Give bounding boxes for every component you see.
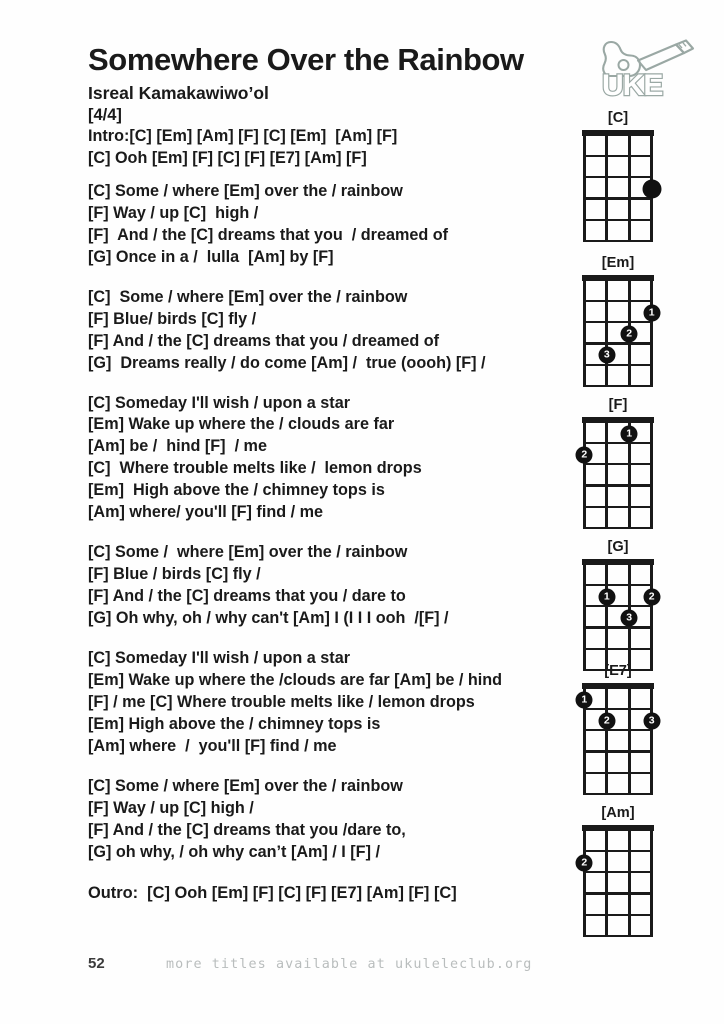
- fret-grid: [583, 136, 653, 242]
- chord-finger-dot: [642, 180, 661, 199]
- fret-line: [583, 342, 653, 344]
- lyric-line: [F] And / the [C] dreams that you / dreamed of: [88, 331, 440, 350]
- string-line: [650, 565, 653, 671]
- lyric-line: [F] And / the [C] dreams that you / dreamed of: [88, 225, 449, 244]
- string-line: [650, 423, 653, 529]
- chord-diagram: [571, 805, 691, 937]
- fret-line: [583, 729, 653, 731]
- fret-line: [583, 584, 653, 586]
- chord-finger-dot: 2: [576, 854, 593, 871]
- fret-line: [583, 463, 653, 465]
- fretboard: [583, 825, 653, 937]
- chord-finger-dot: 3: [621, 610, 638, 627]
- chord-finger-dot: 3: [643, 712, 660, 729]
- intro-line: Intro:[C] [Em] [Am] [F] [C] [Em] [Am] [F]: [88, 127, 398, 145]
- lyric-line: [C] Some / where [Em] over the / rainbow: [88, 543, 408, 562]
- string-line: [605, 831, 608, 937]
- fretboard: [583, 683, 653, 795]
- lyric-line: [G] oh why, / oh why can’t [Am] / I [F] /: [88, 842, 380, 861]
- verse-5: [88, 648, 566, 758]
- page-number: 52: [88, 955, 105, 972]
- lyric-line: [C] Some / where [Em] over the / rainbow: [88, 181, 403, 200]
- chord-diagram: [571, 663, 691, 795]
- string-line: [628, 136, 631, 242]
- chord-finger-dot: 2: [643, 588, 660, 605]
- lyric-line: [F] Blue/ birds [C] fly /: [88, 309, 257, 328]
- lyric-line: [F] Way / up [C] high /: [88, 798, 254, 817]
- chord-label: [C]: [607, 110, 629, 126]
- intro-line: [C] Ooh [Em] [F] [C] [F] [E7] [Am] [F]: [88, 148, 367, 167]
- fret-line: [583, 527, 653, 529]
- fretboard: [583, 417, 653, 529]
- lyric-line: [C] Some / where [Em] over the / rainbow: [88, 776, 403, 795]
- chord-finger-dot: 2: [576, 446, 593, 463]
- string-line: [583, 831, 586, 937]
- fret-line: [583, 750, 653, 752]
- fretboard: [583, 559, 653, 671]
- lyric-line: [G] Once in a / lulla [Am] by [F]: [88, 247, 334, 266]
- fret-line: [583, 484, 653, 486]
- fret-line: [583, 300, 653, 302]
- verse-3: [88, 393, 566, 525]
- chord-label: [Am]: [601, 805, 635, 821]
- fret-line: [583, 155, 653, 157]
- fret-line: [583, 793, 653, 795]
- verse-6: [88, 776, 566, 864]
- fret-grid: [583, 281, 653, 387]
- verse-4: [88, 542, 566, 630]
- chord-diagram: [571, 539, 691, 671]
- string-line: [605, 689, 608, 795]
- string-line: [650, 689, 653, 795]
- lyric-line: [F] / me [C] Where trouble melts like / lemon drops: [88, 692, 475, 711]
- lyric-line: [G] Dreams really / do come [Am] / true (oooh) [F] /: [88, 353, 486, 372]
- chord-label: [Em]: [601, 255, 635, 271]
- uke-logo: [600, 36, 704, 98]
- lyric-line: [C] Where trouble melts like / lemon drops: [88, 459, 422, 478]
- string-line: [583, 423, 586, 529]
- string-line: [605, 423, 608, 529]
- string-line: [605, 281, 608, 387]
- logo-text: UKE: [602, 69, 663, 98]
- lyric-line: [F] And / the [C] dreams that you /dare to,: [88, 820, 406, 839]
- fret-grid: [583, 565, 653, 671]
- lyric-line: [Am] be / hind [F] / me: [88, 437, 267, 456]
- verse-2: [88, 287, 566, 375]
- fret-line: [583, 197, 653, 199]
- chord-finger-dot: 3: [598, 347, 615, 364]
- chord-label: [G]: [607, 539, 629, 555]
- chord-finger-dot: 2: [598, 712, 615, 729]
- string-line: [650, 281, 653, 387]
- fret-line: [583, 935, 653, 937]
- lyric-line: [C] Some / where [Em] over the / rainbow: [88, 287, 408, 306]
- fret-grid: [583, 689, 653, 795]
- chord-finger-dot: 1: [643, 304, 660, 321]
- fret-line: [583, 892, 653, 894]
- lyric-line: [F] Blue / birds [C] fly /: [88, 565, 261, 584]
- verse-1: [88, 181, 566, 269]
- lyric-line: [Em] High above the / chimney tops is: [88, 714, 381, 733]
- lyric-line: [F] And / the [C] dreams that you / dare to: [88, 587, 406, 606]
- string-line: [583, 565, 586, 671]
- chord-finger-dot: 1: [576, 691, 593, 708]
- fret-line: [583, 914, 653, 916]
- chord-finger-dot: 2: [621, 326, 638, 343]
- fret-line: [583, 850, 653, 852]
- fret-line: [583, 176, 653, 178]
- lyric-line: [Em] Wake up where the /clouds are far [Am] be / hind: [88, 671, 503, 690]
- lyric-line: [Am] where/ you'll [F] find / me: [88, 503, 323, 522]
- lyric-line: [Em] Wake up where the / clouds are far: [88, 415, 395, 434]
- chord-label: [F]: [608, 397, 628, 413]
- fret-line: [583, 506, 653, 508]
- fret-line: [583, 626, 653, 628]
- lyric-line: [C] Someday I'll wish / upon a star: [88, 393, 350, 412]
- string-line: [650, 831, 653, 937]
- fret-grid: [583, 423, 653, 529]
- lyric-line: [F] Way / up [C] high /: [88, 203, 259, 222]
- song-title: Somewhere Over the Rainbow: [88, 42, 524, 77]
- page-footer: [88, 955, 588, 972]
- footer-note: more titles available at ukuleleclub.org: [166, 957, 533, 972]
- fret-line: [583, 648, 653, 650]
- artist-name: Isreal Kamakawiwo’ol: [88, 83, 269, 104]
- string-line: [583, 281, 586, 387]
- fret-line: [583, 442, 653, 444]
- chord-diagram: [571, 110, 691, 242]
- outro-line: Outro: [C] Ooh [Em] [F] [C] [F] [E7] [Am] [F] [C]: [88, 883, 457, 902]
- lyric-line: [G] Oh why, oh / why can't [Am] I (I I I ooh /[F] /: [88, 609, 449, 628]
- time-signature: [4/4]: [88, 105, 122, 124]
- chord-finger-dot: 1: [621, 425, 638, 442]
- fret-line: [583, 321, 653, 323]
- fretboard: [583, 275, 653, 387]
- lyric-line: [Em] High above the / chimney tops is: [88, 481, 385, 500]
- fret-line: [583, 240, 653, 242]
- fret-line: [583, 219, 653, 221]
- fret-line: [583, 708, 653, 710]
- fret-grid: [583, 831, 653, 937]
- lyrics-column: [88, 44, 566, 904]
- lyric-line: [Am] where / you'll [F] find / me: [88, 736, 337, 755]
- intro-section: [88, 126, 566, 170]
- string-line: [628, 689, 631, 795]
- chord-diagram: [571, 397, 691, 529]
- fret-line: [583, 772, 653, 774]
- fretboard: [583, 130, 653, 242]
- fret-line: [583, 605, 653, 607]
- string-line: [605, 565, 608, 671]
- fret-line: [583, 364, 653, 366]
- lyric-line: [C] Someday I'll wish / upon a star: [88, 649, 350, 668]
- chord-label: [E7]: [604, 663, 632, 679]
- string-line: [628, 831, 631, 937]
- fret-line: [583, 385, 653, 387]
- fret-line: [583, 871, 653, 873]
- chord-finger-dot: 1: [598, 588, 615, 605]
- string-line: [605, 136, 608, 242]
- string-line: [583, 136, 586, 242]
- chord-diagram: [571, 255, 691, 387]
